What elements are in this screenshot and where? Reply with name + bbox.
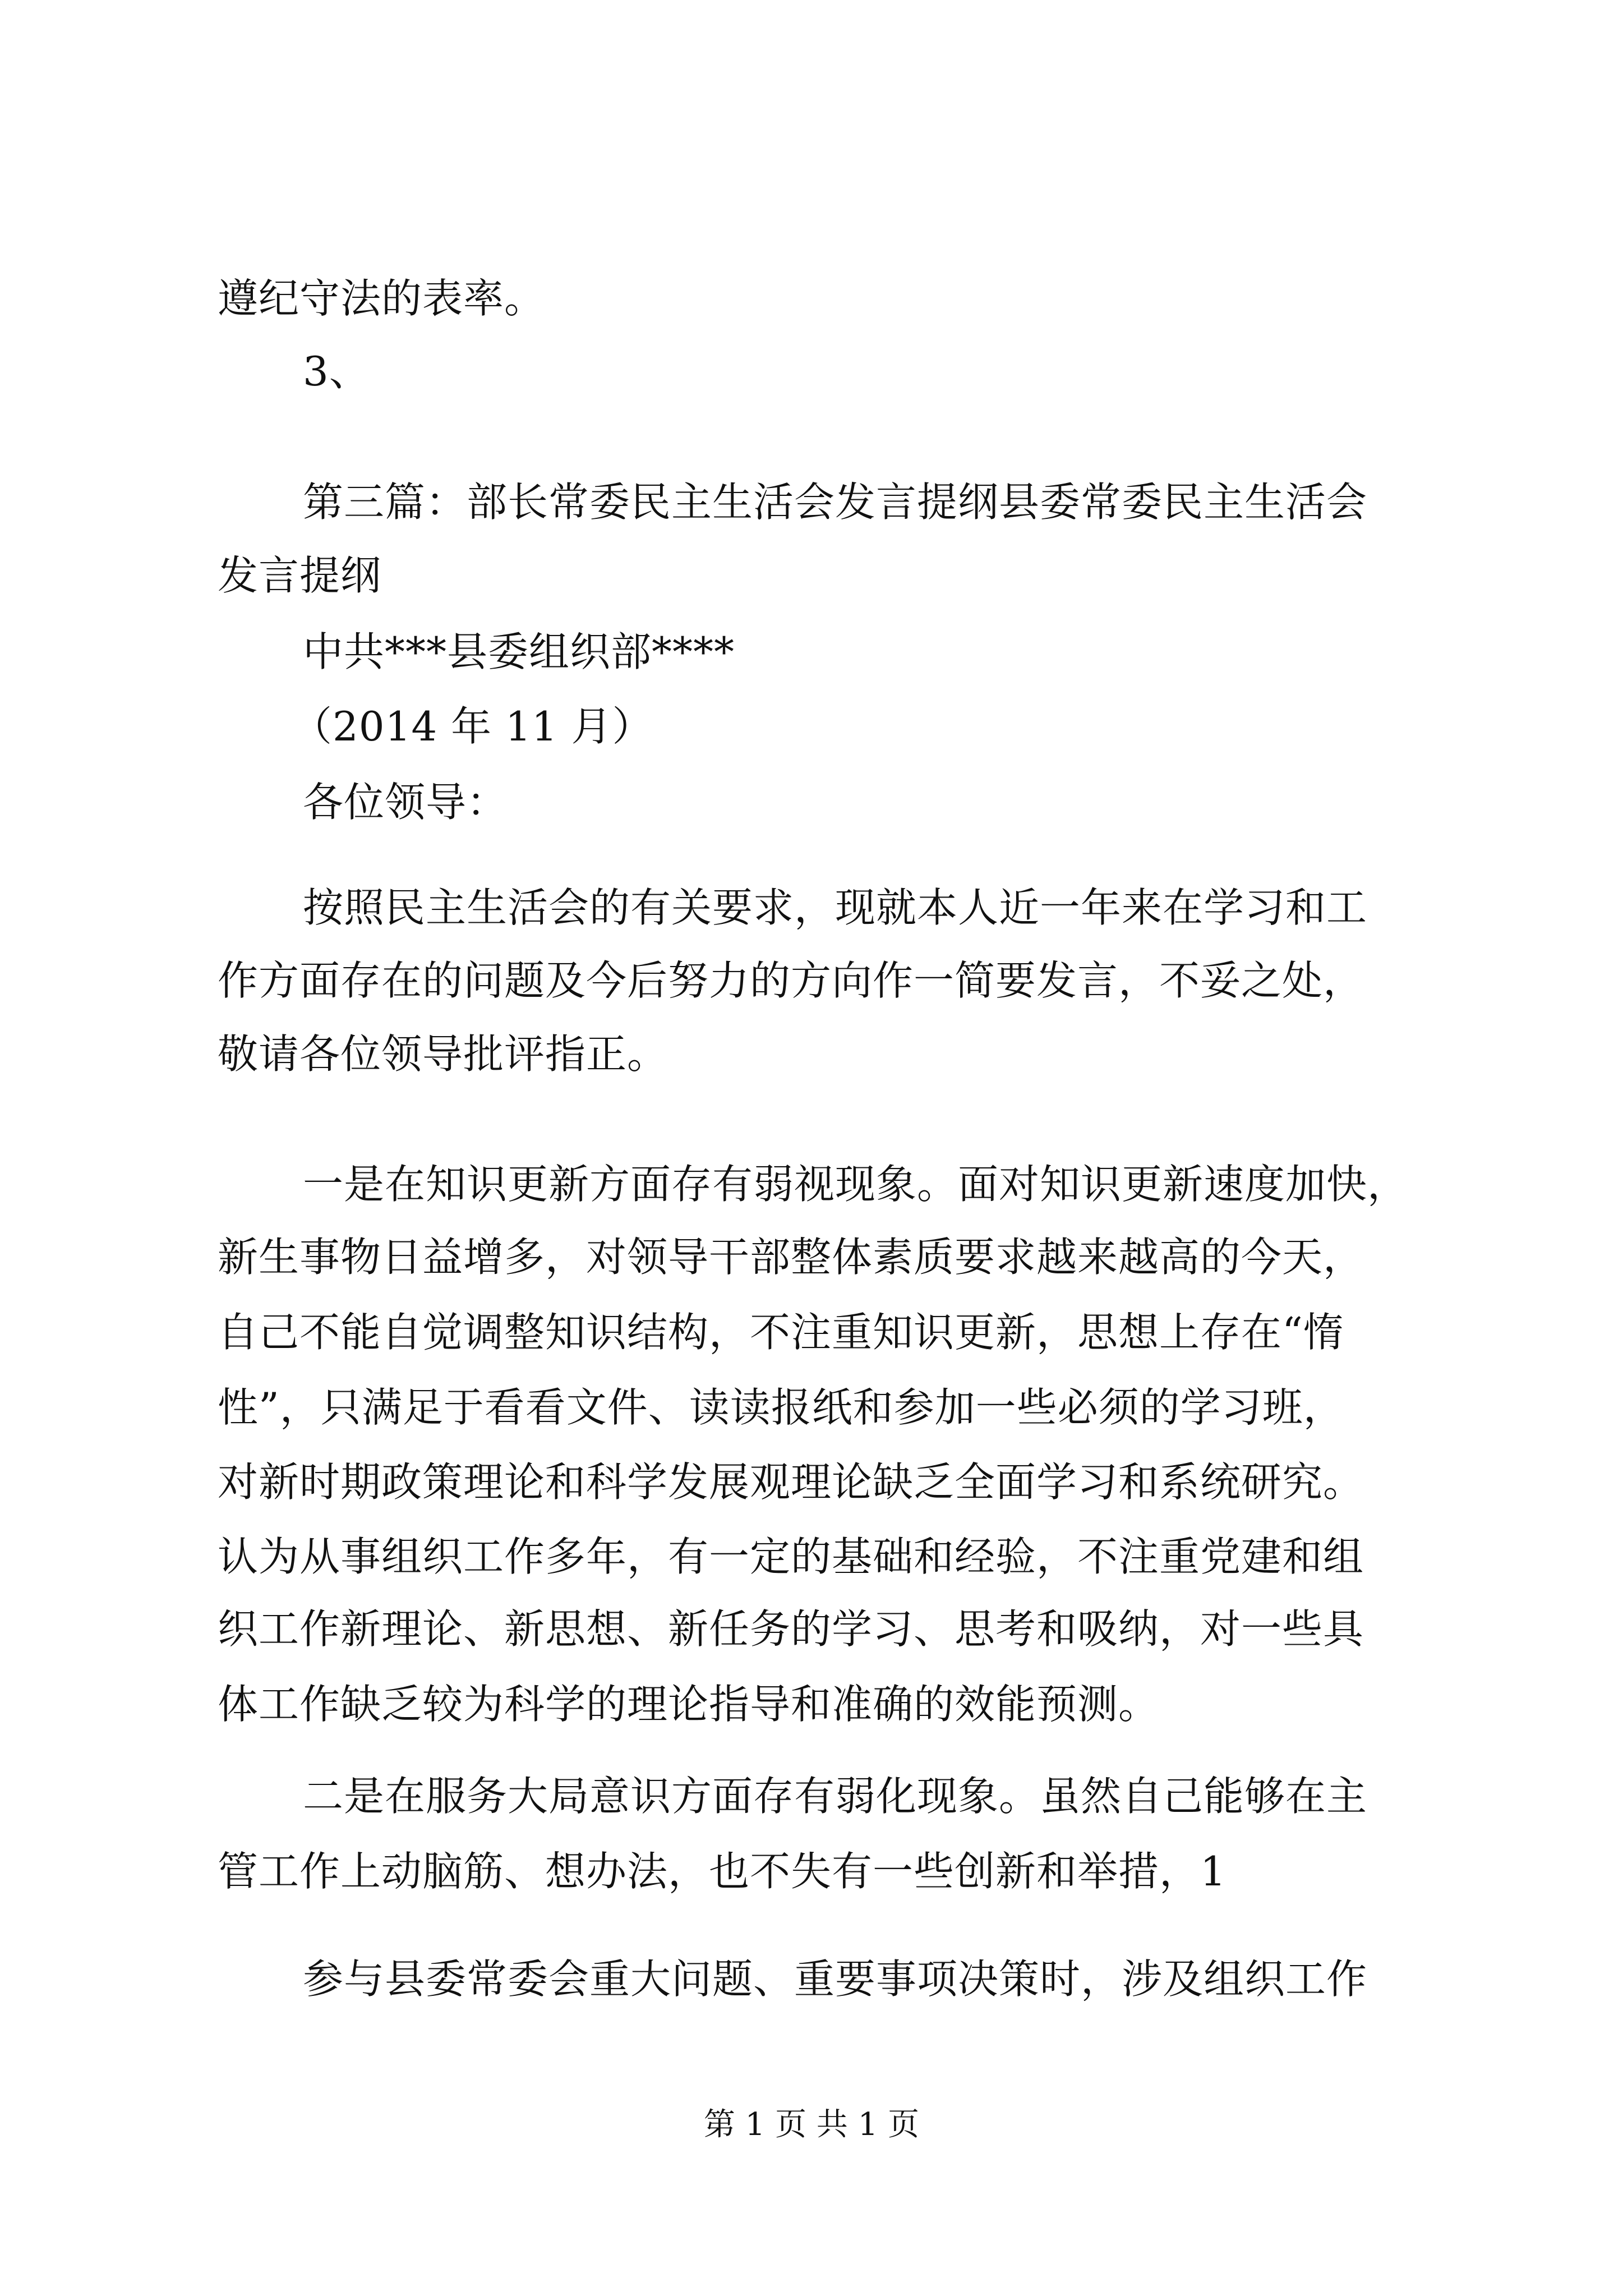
text-line: 一是在知识更新方面存有弱视现象。面对知识更新速度加快， (303, 1161, 1409, 1208)
date-line: （2014 年 11 月） (292, 703, 653, 750)
text-line: 自己不能自觉调整知识结构，不注重知识更新，思想上存在“惰 (218, 1309, 1344, 1356)
text-line: 按照民主生活会的有关要求，现就本人近一年来在学习和工 (303, 884, 1368, 931)
text-line: 管工作上动脑筋、想办法，也不失有一些创新和举措，1 (218, 1848, 1227, 1895)
text-line: 遵纪守法的表率。 (218, 275, 546, 322)
text-line: 参与县委常委会重大问题、重要事项决策时，涉及组织工作 (303, 1955, 1368, 2003)
text-line: 新生事物日益增多，对领导干部整体素质要求越来越高的今天， (218, 1234, 1364, 1281)
text-line: 认为从事组织工作多年，有一定的基础和经验，不注重党建和组 (218, 1533, 1364, 1580)
text-line: 作方面存在的问题及今后努力的方向作一简要发言，不妥之处， (218, 957, 1364, 1004)
section-title-line: 发言提纲 (218, 552, 382, 599)
text-line: 性”，只满足于看看文件、读读报纸和参加一些必须的学习班， (218, 1384, 1344, 1431)
salutation-line: 各位领导： (303, 779, 508, 826)
author-line: 中共***县委组织部**** (303, 628, 735, 675)
text-line: 对新时期政策理论和科学发展观理论缺乏全面学习和系统研究。 (218, 1458, 1364, 1506)
text-line: 二是在服务大局意识方面存有弱化现象。虽然自己能够在主 (303, 1773, 1368, 1820)
text-line: 体工作缺乏较为科学的理论指导和准确的效能预测。 (218, 1681, 1160, 1728)
page-footer: 第 1 页 共 1 页 (703, 2106, 920, 2143)
text-line: 3、 (303, 348, 370, 395)
text-line: 敬请各位领导批评指正。 (218, 1030, 668, 1078)
text-line: 织工作新理论、新思想、新任务的学习、思考和吸纳，对一些具 (218, 1605, 1364, 1653)
section-title-line: 第三篇：部长常委民主生活会发言提纲县委常委民主生活会 (303, 478, 1368, 526)
